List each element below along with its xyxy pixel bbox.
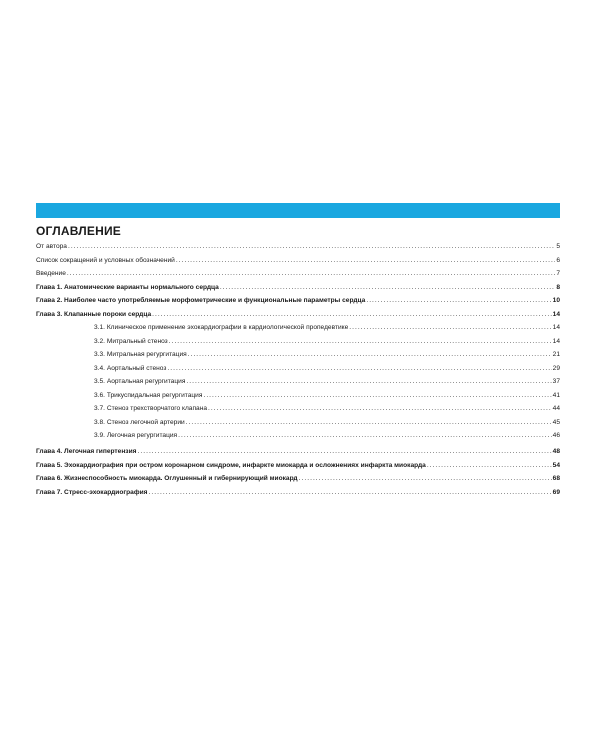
- dot-leader: [349, 324, 551, 331]
- dot-leader: [188, 351, 552, 358]
- toc-section-entry[interactable]: [36, 324, 560, 338]
- table-of-contents: [36, 243, 560, 502]
- toc-entry-label: Введение: [36, 270, 66, 277]
- toc-entry-label: 3.3. Митральная регургитация: [94, 351, 187, 358]
- toc-section-entry[interactable]: [36, 351, 560, 365]
- toc-page-number: 10: [552, 297, 560, 304]
- dot-leader: [137, 448, 551, 455]
- toc-chapter-entry[interactable]: [36, 448, 560, 462]
- toc-page-number: 14: [552, 324, 560, 331]
- toc-page-number: 5: [556, 243, 560, 250]
- toc-entry-label: От автора: [36, 243, 67, 250]
- toc-entry-label: Глава 4. Легочная гипертензия: [36, 448, 137, 456]
- toc-entry[interactable]: [36, 243, 560, 257]
- toc-section-entry[interactable]: [36, 378, 560, 392]
- toc-chapter-entry[interactable]: [36, 475, 560, 489]
- toc-entry-label: Глава 6. Жизнеспособность миокарда. Оглушенный и гибернирующий миокард: [36, 475, 298, 483]
- toc-page-number: 37: [552, 378, 560, 385]
- page-title: ОГЛАВЛЕНИЕ: [36, 224, 122, 238]
- header-color-band: [36, 203, 560, 218]
- toc-entry-label: Глава 5. Эхокардиография при остром коронарном синдроме, инфаркте миокарда и осложнениях инфаркта миокарда: [36, 461, 426, 469]
- toc-chapter-entry[interactable]: [36, 462, 560, 476]
- toc-page-number: 68: [552, 475, 560, 483]
- toc-page-number: 6: [556, 256, 560, 264]
- toc-entry-label: Глава 1. Анатомические варианты нормального сердца: [36, 283, 219, 291]
- dot-leader: [176, 257, 555, 264]
- dot-leader: [152, 311, 552, 318]
- toc-entry-label: 3.9. Легочная регургитация: [94, 432, 178, 439]
- toc-page-number: 14: [552, 337, 560, 345]
- toc-chapter-entry[interactable]: [36, 297, 560, 311]
- dot-leader: [366, 297, 551, 304]
- toc-page-number: 14: [552, 310, 560, 318]
- toc-page-number: 69: [552, 488, 560, 496]
- toc-section-entry[interactable]: [36, 405, 560, 419]
- toc-entry[interactable]: [36, 257, 560, 271]
- toc-entry-label: 3.2. Митральный стеноз: [94, 337, 168, 345]
- toc-section-entry[interactable]: [36, 392, 560, 406]
- toc-chapter-entry[interactable]: [36, 489, 560, 503]
- dot-leader: [167, 365, 551, 372]
- dot-leader: [67, 270, 555, 277]
- dot-leader: [299, 475, 552, 482]
- toc-chapter-entry[interactable]: [36, 284, 560, 298]
- toc-page-number: 8: [556, 283, 560, 291]
- toc-section-entry[interactable]: [36, 338, 560, 352]
- dot-leader: [203, 392, 551, 399]
- dot-leader: [68, 243, 555, 250]
- dot-leader: [149, 489, 552, 496]
- toc-entry[interactable]: [36, 270, 560, 284]
- toc-entry-label: Глава 3. Клапанные пороки сердца: [36, 310, 152, 318]
- toc-entry-label: 3.4. Аортальный стеноз: [94, 364, 167, 372]
- toc-entry-label: 3.7. Стеноз трехстворчатого клапана: [94, 405, 208, 412]
- toc-page-number: 54: [552, 461, 560, 469]
- dot-leader: [186, 378, 551, 385]
- dot-leader: [178, 432, 552, 439]
- toc-entry-label: 3.8. Стеноз легочной артерии: [94, 418, 185, 426]
- dot-leader: [186, 419, 552, 426]
- toc-entry-label: Глава 2. Наиболее часто употребляемые морфометрические и функциональные параметры сердца: [36, 297, 366, 304]
- dot-leader: [208, 405, 552, 412]
- toc-entry-label: 3.5. Аортальная регургитация: [94, 378, 186, 385]
- toc-entry-label: Список сокращений и условных обозначений: [36, 256, 175, 264]
- toc-page-number: 45: [552, 418, 560, 426]
- dot-leader: [220, 284, 555, 291]
- toc-entry-label: 3.6. Трикуспидальная регургитация: [94, 391, 203, 399]
- toc-entry-label: Глава 7. Стресс-эхокардиография: [36, 488, 148, 496]
- toc-entry-label: 3.1. Клиническое применение эхокардиографии в кардиологической пропедевтике: [94, 324, 349, 331]
- toc-section-entry[interactable]: [36, 432, 560, 446]
- toc-page-number: 48: [552, 448, 560, 456]
- toc-section-entry[interactable]: [36, 419, 560, 433]
- toc-chapter-entry[interactable]: [36, 311, 560, 325]
- toc-page-number: 44: [552, 405, 560, 412]
- toc-page-number: 41: [552, 391, 560, 399]
- toc-page-number: 21: [552, 351, 560, 358]
- toc-page-number: 46: [552, 432, 560, 439]
- dot-leader: [427, 462, 552, 469]
- toc-section-entry[interactable]: [36, 365, 560, 379]
- toc-page-number: 7: [556, 270, 560, 277]
- dot-leader: [169, 338, 552, 345]
- toc-page-number: 29: [552, 364, 560, 372]
